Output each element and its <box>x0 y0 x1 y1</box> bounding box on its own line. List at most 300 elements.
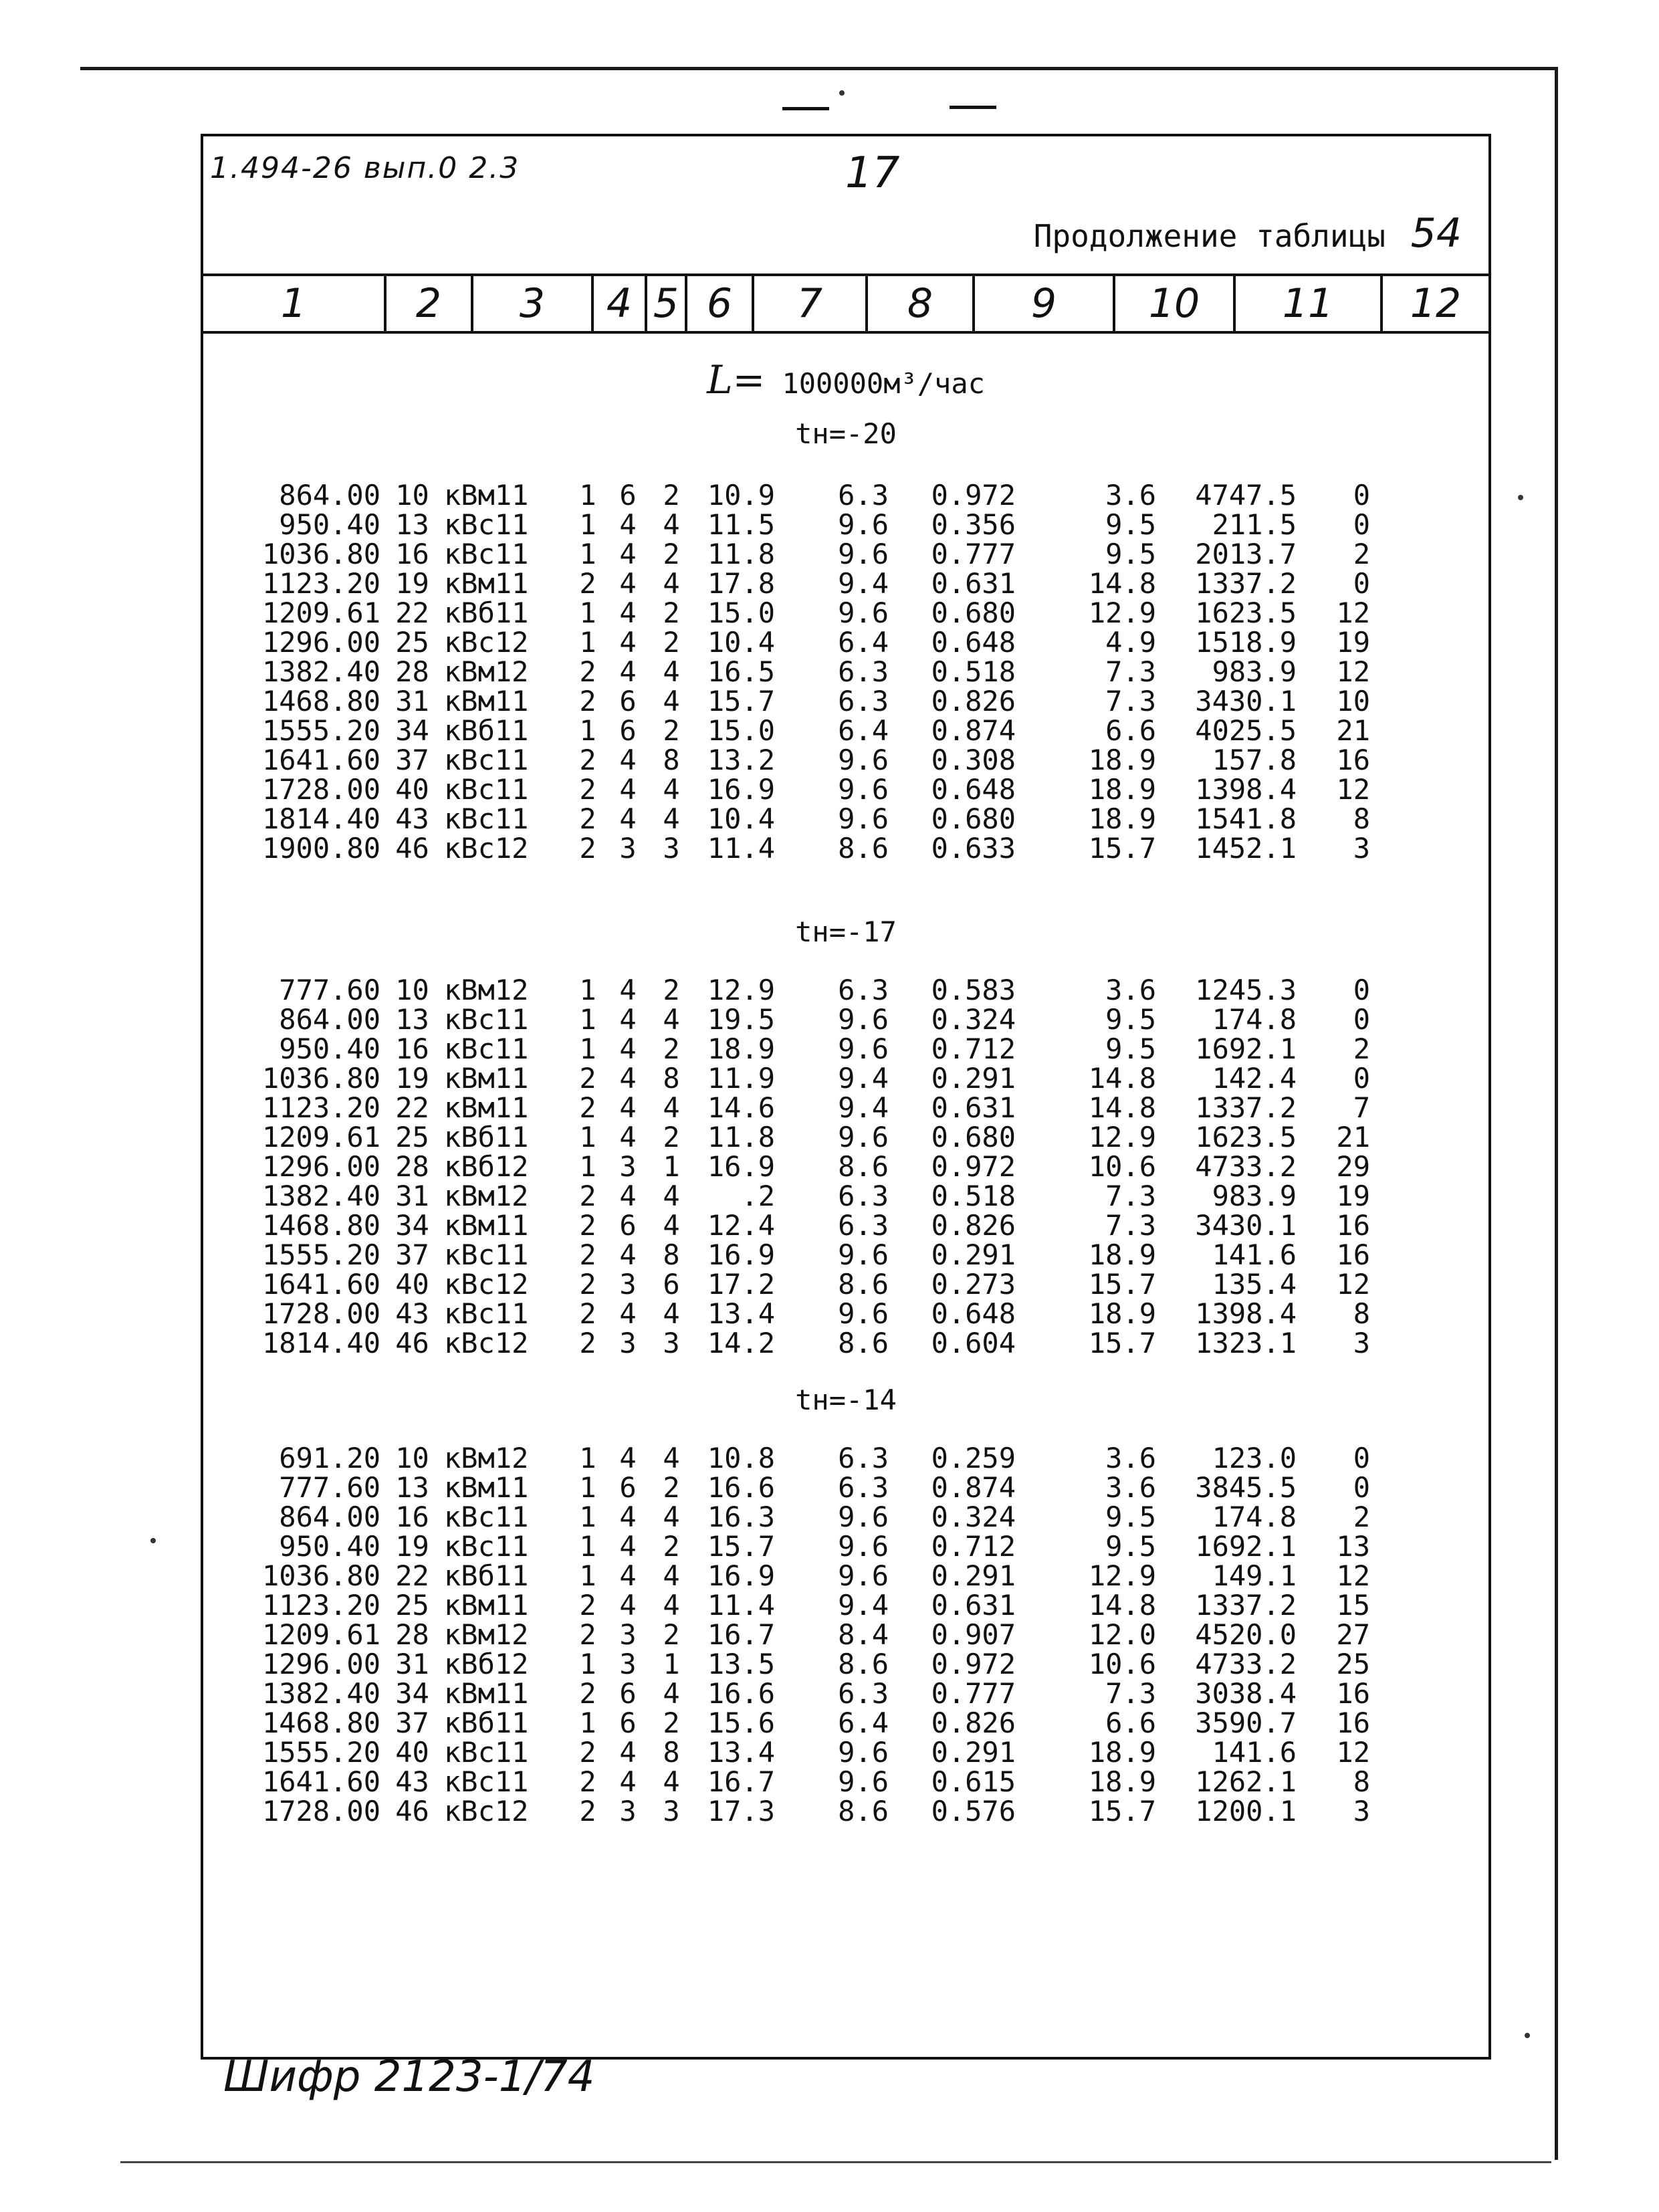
table-cell-col4: 1 <box>579 479 596 512</box>
table-cell-col10: 15.7 <box>1088 1795 1156 1828</box>
table-cell-col4: 2 <box>579 1589 596 1622</box>
table-cell-col2: 40 <box>395 1736 429 1769</box>
table-cell-col8: 9.6 <box>838 1238 889 1271</box>
table-cell-col12: 16 <box>1336 1706 1370 1739</box>
table-row <box>237 1503 1370 1532</box>
table-cell-col11: 1518.9 <box>1195 626 1297 659</box>
table-cell-col4: 1 <box>579 1003 596 1036</box>
table-cell-col9: 0.324 <box>931 1501 1016 1533</box>
table-cell-col11: 1337.2 <box>1195 1589 1297 1622</box>
table-cell-col11: 1337.2 <box>1195 567 1297 600</box>
table-cell-col2: 13 <box>395 508 429 541</box>
table-cell-col12: 0 <box>1353 1003 1370 1036</box>
table-cell-col1: 691.20 <box>279 1442 380 1474</box>
table-cell-col6: 2 <box>663 1706 680 1739</box>
table-cell-col1: 1814.40 <box>261 802 380 835</box>
table-cell-col8: 6.4 <box>838 1706 889 1739</box>
table-cell-col5: 4 <box>619 1501 637 1533</box>
table-cell-col12: 2 <box>1353 538 1370 570</box>
table-cell-col12: 0 <box>1353 508 1370 541</box>
table-cell-col1: 1296.00 <box>261 626 380 659</box>
section-title: tн=-17 <box>795 915 897 948</box>
table-cell-col3: кВс12 <box>444 1268 529 1301</box>
table-cell-col8: 6.3 <box>838 685 889 717</box>
table-cell-col10: 9.5 <box>1105 508 1156 541</box>
table-cell-col10: 12.9 <box>1088 596 1156 629</box>
table-cell-col8: 8.6 <box>838 1150 889 1183</box>
table-cell-col6: 8 <box>663 1736 680 1769</box>
table-cell-col5: 6 <box>619 1471 637 1504</box>
table-cell-col12: 0 <box>1353 567 1370 600</box>
table-cell-col2: 19 <box>395 567 429 600</box>
table-cell-col12: 0 <box>1353 1062 1370 1095</box>
table-cell-col8: 6.3 <box>838 479 889 512</box>
table-cell-col7: 16.6 <box>707 1677 775 1710</box>
table-cell-col1: 864.00 <box>279 479 380 512</box>
table-cell-col8: 8.6 <box>838 1648 889 1680</box>
table-cell-col5: 3 <box>619 1268 637 1301</box>
table-cell-col3: кВб12 <box>444 1648 529 1680</box>
column-header: 6 <box>706 280 733 327</box>
table-cell-col10: 9.5 <box>1105 1530 1156 1563</box>
table-row <box>237 1620 1370 1650</box>
table-cell-col11: 1692.1 <box>1195 1530 1297 1563</box>
table-cell-col7: 15.0 <box>707 596 775 629</box>
table-cell-col3: кВс11 <box>444 1297 529 1330</box>
table-cell-col5: 4 <box>619 508 637 541</box>
table-cell-col5: 4 <box>619 1589 637 1622</box>
data-table <box>237 481 1370 863</box>
table-cell-col5: 3 <box>619 832 637 865</box>
table-cell-col8: 9.6 <box>838 596 889 629</box>
column-header: 3 <box>519 280 546 327</box>
table-cell-col11: 1262.1 <box>1195 1765 1297 1798</box>
table-cell-col8: 9.6 <box>838 1736 889 1769</box>
table-cell-col2: 10 <box>395 479 429 512</box>
table-cell-col4: 1 <box>579 1706 596 1739</box>
table-cell-col9: 0.648 <box>931 1297 1016 1330</box>
table-cell-col12: 12 <box>1336 1559 1370 1592</box>
table-cell-col1: 950.40 <box>279 1032 380 1065</box>
table-cell-col6: 2 <box>663 596 680 629</box>
table-row <box>237 1708 1370 1738</box>
table-cell-col1: 1123.20 <box>261 1091 380 1124</box>
table-cell-col2: 16 <box>395 538 429 570</box>
table-cell-col3: кВм12 <box>444 655 529 688</box>
table-cell-col1: 1123.20 <box>261 1589 380 1622</box>
table-cell-col12: 19 <box>1336 1180 1370 1212</box>
table-cell-col12: 12 <box>1336 655 1370 688</box>
table-cell-col2: 37 <box>395 744 429 776</box>
table-cell-col8: 9.6 <box>838 744 889 776</box>
table-row <box>237 1767 1370 1797</box>
table-cell-col7: 11.4 <box>707 1589 775 1622</box>
table-cell-col9: 0.874 <box>931 1471 1016 1504</box>
table-cell-col4: 2 <box>579 1765 596 1798</box>
table-cell-col10: 10.6 <box>1088 1150 1156 1183</box>
table-cell-col7: 16.9 <box>707 773 775 806</box>
table-cell-col2: 16 <box>395 1501 429 1533</box>
document-frame <box>201 134 1491 2102</box>
table-cell-col5: 6 <box>619 1209 637 1242</box>
table-cell-col1: 1641.60 <box>261 744 380 776</box>
table-cell-col12: 12 <box>1336 1736 1370 1769</box>
table-cell-col4: 2 <box>579 685 596 717</box>
table-cell-col1: 1641.60 <box>261 1268 380 1301</box>
table-cell-col4: 2 <box>579 1268 596 1301</box>
table-cell-col2: 43 <box>395 802 429 835</box>
table-cell-col10: 14.8 <box>1088 1091 1156 1124</box>
table-cell-col9: 0.576 <box>931 1795 1016 1828</box>
table-cell-col7: 17.2 <box>707 1268 775 1301</box>
table-cell-col5: 4 <box>619 1530 637 1563</box>
table-cell-col4: 2 <box>579 1736 596 1769</box>
table-cell-col3: кВм11 <box>444 685 529 717</box>
table-cell-col1: 1036.80 <box>261 1559 380 1592</box>
table-cell-col1: 1555.20 <box>261 714 380 747</box>
table-cell-col4: 2 <box>579 1209 596 1242</box>
table-cell-col7: 13.2 <box>707 744 775 776</box>
table-cell-col7: 16.6 <box>707 1471 775 1504</box>
table-cell-col7: 16.9 <box>707 1150 775 1183</box>
table-cell-col6: 8 <box>663 1238 680 1271</box>
table-cell-col11: 3430.1 <box>1195 1209 1297 1242</box>
table-cell-col12: 15 <box>1336 1589 1370 1622</box>
table-cell-col1: 1209.61 <box>261 596 380 629</box>
table-cell-col12: 8 <box>1353 802 1370 835</box>
table-cell-col12: 2 <box>1353 1032 1370 1065</box>
table-cell-col3: кВс12 <box>444 1327 529 1359</box>
table-cell-col6: 4 <box>663 1442 680 1474</box>
table-row <box>237 1240 1370 1270</box>
table-cell-col1: 1296.00 <box>261 1150 380 1183</box>
table-cell-col3: кВм11 <box>444 1091 529 1124</box>
table-cell-col12: 19 <box>1336 626 1370 659</box>
table-cell-col5: 4 <box>619 567 637 600</box>
table-row <box>237 775 1370 804</box>
table-cell-col7: 16.7 <box>707 1765 775 1798</box>
table-cell-col9: 0.631 <box>931 1091 1016 1124</box>
table-row <box>237 1299 1370 1329</box>
table-cell-col5: 4 <box>619 1091 637 1124</box>
table-cell-col11: 983.9 <box>1212 655 1297 688</box>
table-cell-col10: 18.9 <box>1088 1765 1156 1798</box>
table-row <box>237 1005 1370 1034</box>
table-cell-col10: 14.8 <box>1088 567 1156 600</box>
table-cell-col9: 0.972 <box>931 479 1016 512</box>
table-cell-col1: 1555.20 <box>261 1736 380 1769</box>
table-cell-col8: 8.4 <box>838 1618 889 1651</box>
scan-dot <box>1525 2033 1530 2038</box>
table-cell-col2: 22 <box>395 1559 429 1592</box>
table-cell-col2: 22 <box>395 596 429 629</box>
table-cell-col10: 14.8 <box>1088 1589 1156 1622</box>
table-cell-col8: 9.6 <box>838 508 889 541</box>
table-row <box>237 1034 1370 1064</box>
table-cell-col9: 0.356 <box>931 508 1016 541</box>
table-cell-col9: 0.291 <box>931 1238 1016 1271</box>
table-cell-col6: 2 <box>663 538 680 570</box>
column-header: 1 <box>280 280 307 327</box>
table-cell-col6: 6 <box>663 1268 680 1301</box>
table-cell-col1: 1641.60 <box>261 1765 380 1798</box>
top-dash-right <box>950 106 996 109</box>
table-cell-col5: 4 <box>619 1180 637 1212</box>
table-cell-col11: 4025.5 <box>1195 714 1297 747</box>
table-cell-col6: 2 <box>663 1471 680 1504</box>
table-cell-col5: 6 <box>619 479 637 512</box>
table-cell-col9: 0.324 <box>931 1003 1016 1036</box>
table-cell-col3: кВм11 <box>444 1589 529 1622</box>
table-row <box>237 716 1370 746</box>
table-cell-col8: 9.6 <box>838 1559 889 1592</box>
table-cell-col3: кВб11 <box>444 1121 529 1153</box>
table-cell-col12: 3 <box>1353 832 1370 865</box>
table-cell-col8: 9.6 <box>838 1003 889 1036</box>
table-cell-col3: кВс11 <box>444 1238 529 1271</box>
table-cell-col5: 4 <box>619 1559 637 1592</box>
table-cell-col1: 1123.20 <box>261 567 380 600</box>
table-cell-col1: 864.00 <box>279 1003 380 1036</box>
table-cell-col2: 43 <box>395 1297 429 1330</box>
table-cell-col4: 1 <box>579 1032 596 1065</box>
table-cell-col7: 15.7 <box>707 1530 775 1563</box>
table-cell-col3: кВс11 <box>444 1736 529 1769</box>
table-cell-col2: 28 <box>395 1618 429 1651</box>
table-cell-col3: кВб11 <box>444 1559 529 1592</box>
table-cell-col3: кВс11 <box>444 802 529 835</box>
table-cell-col5: 4 <box>619 744 637 776</box>
table-cell-col8: 9.6 <box>838 1297 889 1330</box>
table-cell-col6: 8 <box>663 744 680 776</box>
table-cell-col11: 3038.4 <box>1195 1677 1297 1710</box>
table-cell-col1: 1468.80 <box>261 1706 380 1739</box>
table-cell-col9: 0.972 <box>931 1648 1016 1680</box>
table-cell-col9: 0.518 <box>931 1180 1016 1212</box>
table-cell-col4: 2 <box>579 1091 596 1124</box>
table-cell-col2: 34 <box>395 714 429 747</box>
table-cell-col1: 1382.40 <box>261 1677 380 1710</box>
table-row <box>237 1738 1370 1767</box>
table-cell-col4: 1 <box>579 1501 596 1533</box>
table-cell-col6: 2 <box>663 626 680 659</box>
table-cell-col3: кВб11 <box>444 596 529 629</box>
table-cell-col11: 1245.3 <box>1195 974 1297 1006</box>
table-cell-col7: 16.7 <box>707 1618 775 1651</box>
table-cell-col1: 1728.00 <box>261 773 380 806</box>
table-cell-col9: 0.291 <box>931 1736 1016 1769</box>
table-cell-col3: кВб12 <box>444 1150 529 1183</box>
table-cell-col10: 7.3 <box>1105 685 1156 717</box>
table-cell-col4: 2 <box>579 1327 596 1359</box>
table-cell-col2: 28 <box>395 655 429 688</box>
table-cell-col1: 1468.80 <box>261 685 380 717</box>
column-header: 11 <box>1282 280 1334 327</box>
table-cell-col5: 4 <box>619 1121 637 1153</box>
table-cell-col5: 4 <box>619 1765 637 1798</box>
table-cell-col9: 0.648 <box>931 626 1016 659</box>
table-cell-col9: 0.680 <box>931 802 1016 835</box>
table-cell-col10: 12.0 <box>1088 1618 1156 1651</box>
table-cell-col8: 9.6 <box>838 802 889 835</box>
table-cell-col2: 37 <box>395 1706 429 1739</box>
table-cell-col2: 34 <box>395 1677 429 1710</box>
table-cell-col1: 1296.00 <box>261 1648 380 1680</box>
table-cell-col12: 29 <box>1336 1150 1370 1183</box>
table-cell-col8: 8.6 <box>838 1327 889 1359</box>
table-cell-col9: 0.518 <box>931 655 1016 688</box>
table-cell-col4: 2 <box>579 1795 596 1828</box>
table-cell-col3: кВм12 <box>444 1618 529 1651</box>
table-cell-col11: 4733.2 <box>1195 1648 1297 1680</box>
table-cell-col11: 1200.1 <box>1195 1795 1297 1828</box>
top-dash-left <box>782 107 829 110</box>
table-cell-col5: 4 <box>619 1062 637 1095</box>
table-cell-col10: 6.6 <box>1105 714 1156 747</box>
table-row <box>237 1182 1370 1211</box>
table-cell-col9: 0.777 <box>931 538 1016 570</box>
section-title: tн=-14 <box>795 1384 897 1416</box>
table-cell-col2: 22 <box>395 1091 429 1124</box>
table-cell-col7: .2 <box>741 1180 775 1212</box>
table-cell-col10: 12.9 <box>1088 1121 1156 1153</box>
flow-symbol: L= <box>707 357 766 403</box>
table-cell-col9: 0.631 <box>931 567 1016 600</box>
table-cell-col7: 16.3 <box>707 1501 775 1533</box>
table-cell-col12: 0 <box>1353 479 1370 512</box>
table-cell-col3: кВм11 <box>444 479 529 512</box>
table-cell-col9: 0.615 <box>931 1765 1016 1798</box>
table-row <box>237 1064 1370 1093</box>
table-cell-col7: 11.8 <box>707 538 775 570</box>
table-cell-col2: 34 <box>395 1209 429 1242</box>
table-cell-col11: 1623.5 <box>1195 1121 1297 1153</box>
table-cell-col10: 18.9 <box>1088 1297 1156 1330</box>
table-cell-col12: 2 <box>1353 1501 1370 1533</box>
table-cell-col5: 4 <box>619 626 637 659</box>
column-header: 10 <box>1148 280 1200 327</box>
table-cell-col3: кВс11 <box>444 744 529 776</box>
table-cell-col10: 3.6 <box>1105 1442 1156 1474</box>
table-cell-col2: 31 <box>395 1648 429 1680</box>
table-cell-col2: 40 <box>395 1268 429 1301</box>
table-row <box>237 1093 1370 1123</box>
table-cell-col5: 3 <box>619 1648 637 1680</box>
table-cell-col9: 0.907 <box>931 1618 1016 1651</box>
table-cell-col2: 46 <box>395 1327 429 1359</box>
table-cell-col3: кВс11 <box>444 773 529 806</box>
table-cell-col9: 0.777 <box>931 1677 1016 1710</box>
table-cell-col4: 2 <box>579 802 596 835</box>
table-cell-col5: 4 <box>619 1442 637 1474</box>
table-row <box>237 1329 1370 1358</box>
table-cell-col9: 0.712 <box>931 1530 1016 1563</box>
table-cell-col11: 149.1 <box>1212 1559 1297 1592</box>
table-cell-col5: 6 <box>619 1677 637 1710</box>
table-cell-col12: 12 <box>1336 1268 1370 1301</box>
table-cell-col8: 9.4 <box>838 1091 889 1124</box>
table-cell-col5: 4 <box>619 1736 637 1769</box>
table-cell-col9: 0.826 <box>931 685 1016 717</box>
table-cell-col10: 18.9 <box>1088 802 1156 835</box>
table-row <box>237 1561 1370 1591</box>
table-cell-col5: 4 <box>619 538 637 570</box>
table-cell-col6: 3 <box>663 1327 680 1359</box>
table-cell-col6: 4 <box>663 1180 680 1212</box>
table-row <box>237 1797 1370 1826</box>
table-cell-col9: 0.308 <box>931 744 1016 776</box>
table-cell-col6: 2 <box>663 1530 680 1563</box>
table-cell-col4: 2 <box>579 832 596 865</box>
table-cell-col7: 12.9 <box>707 974 775 1006</box>
right-rule <box>1555 67 1558 2160</box>
table-cell-col2: 28 <box>395 1150 429 1183</box>
table-cell-col10: 4.9 <box>1105 626 1156 659</box>
table-cell-col7: 13.4 <box>707 1297 775 1330</box>
table-cell-col10: 9.5 <box>1105 1032 1156 1065</box>
table-cell-col7: 19.5 <box>707 1003 775 1036</box>
table-cell-col11: 174.8 <box>1212 1003 1297 1036</box>
table-cell-col2: 16 <box>395 1032 429 1065</box>
table-cell-col11: 211.5 <box>1212 508 1297 541</box>
table-cell-col6: 4 <box>663 773 680 806</box>
table-cell-col8: 9.6 <box>838 538 889 570</box>
table-cell-col11: 1337.2 <box>1195 1091 1297 1124</box>
table-cell-col12: 7 <box>1353 1091 1370 1124</box>
table-cell-col11: 4733.2 <box>1195 1150 1297 1183</box>
table-cell-col10: 3.6 <box>1105 1471 1156 1504</box>
table-cell-col7: 11.4 <box>707 832 775 865</box>
table-cell-col2: 46 <box>395 1795 429 1828</box>
table-cell-col7: 10.4 <box>707 802 775 835</box>
table-cell-col4: 1 <box>579 596 596 629</box>
table-cell-col3: кВм12 <box>444 1180 529 1212</box>
table-cell-col12: 16 <box>1336 1677 1370 1710</box>
table-cell-col6: 1 <box>663 1150 680 1183</box>
table-cell-col4: 2 <box>579 1297 596 1330</box>
table-cell-col6: 3 <box>663 832 680 865</box>
table-cell-col5: 3 <box>619 1795 637 1828</box>
table-cell-col10: 7.3 <box>1105 1180 1156 1212</box>
table-cell-col10: 18.9 <box>1088 773 1156 806</box>
table-cell-col2: 40 <box>395 773 429 806</box>
table-cell-col10: 6.6 <box>1105 1706 1156 1739</box>
table-cell-col2: 13 <box>395 1003 429 1036</box>
table-row <box>237 1444 1370 1473</box>
table-cell-col5: 4 <box>619 1238 637 1271</box>
table-cell-col7: 10.9 <box>707 479 775 512</box>
table-row <box>237 628 1370 657</box>
table-cell-col7: 10.8 <box>707 1442 775 1474</box>
table-cell-col3: кВс11 <box>444 1003 529 1036</box>
table-cell-col5: 6 <box>619 714 637 747</box>
table-cell-col4: 1 <box>579 1150 596 1183</box>
data-table <box>237 1444 1370 1826</box>
table-cell-col8: 6.3 <box>838 1442 889 1474</box>
table-cell-col11: 142.4 <box>1212 1062 1297 1095</box>
flow-rate-line <box>203 357 1488 403</box>
table-cell-col2: 25 <box>395 1589 429 1622</box>
table-cell-col6: 4 <box>663 1589 680 1622</box>
table-cell-col11: 1323.1 <box>1195 1327 1297 1359</box>
table-row <box>237 1152 1370 1182</box>
table-cell-col8: 9.4 <box>838 567 889 600</box>
table-row <box>237 540 1370 569</box>
table-cell-col6: 4 <box>663 1297 680 1330</box>
table-cell-col5: 4 <box>619 1297 637 1330</box>
table-cell-col1: 1555.20 <box>261 1238 380 1271</box>
table-cell-col12: 25 <box>1336 1648 1370 1680</box>
